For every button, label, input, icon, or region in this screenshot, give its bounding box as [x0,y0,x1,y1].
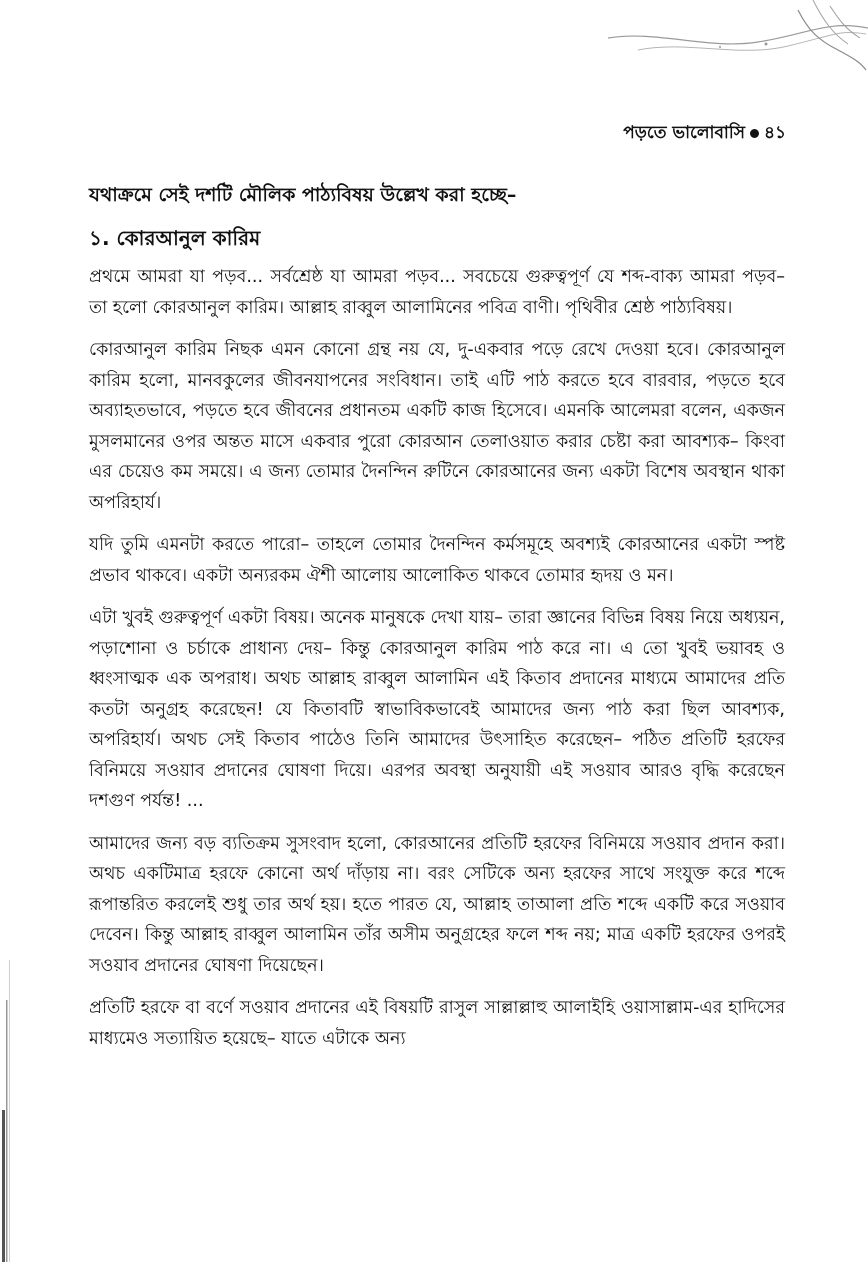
section-heading: ১. কোরআনুল কারিম [89,226,261,250]
bullet-icon [750,129,759,138]
paragraph: কোরআনুল কারিম নিছক এমন কোনো গ্রন্থ নয় যে, দু-একবার পড়ে রেখে দেওয়া হবে। কোরআনুল কারিম হলো, মানবকুলের জীবনযাপনের সংবিধান। তাই এটি পাঠ করতে হবে বারবার, পড়তে হবে অব্যাহতভাবে, পড়তে হবে জীবনের প্রধানতম একটি কাজ হিসেবে। এমনকি আলেমরা বলেন, একজন মুসলমানের ওপর অন্তত মাসে একবার পুরো কোরআন তেলাওয়াত করার চেষ্টা করা আবশ্যক– কিংবা এর চেয়েও কম সময়ে। এ জন্য তোমার দৈনন্দিন রুটিনে কোরআনের জন্য একটা বিশেষ অবস্থান থাকা অপরিহার্য। [89,340,785,513]
page-edge-shadow-icon [0,960,16,1262]
paragraph: যদি তুমি এমনটা করতে পারো– তাহলে তোমার দৈনন্দিন কর্মসমূহে অবশ্যই কোরআনের একটা স্পষ্ট প্রভাব থাকবে। একটা অন্যরকম ঐশী আলোয় আলোকিত থাকবে তোমার হৃদয় ও মন। [89,535,785,586]
paragraph: প্রথমে আমরা যা পড়ব... সর্বশ্রেষ্ঠ যা আমরা পড়ব... সবচেয়ে গুরুত্বপূর্ণ যে শব্দ-বাক্য আমরা পড়ব– তা হলো কোরআনুল কারিম। আল্লাহ রাব্বুল আলামিনের পবিত্র বাণী। পৃথিবীর শ্রেষ্ঠ পাঠ্যবিষয়। [89,267,785,318]
page-content [89,180,785,1066]
corner-ornament-icon [598,0,868,80]
intro-line: যথাক্রমে সেই দশটি মৌলিক পাঠ্যবিষয় উল্লেখ করা হচ্ছে– [89,184,517,206]
running-header [623,120,786,148]
book-title: পড়তে ভালোবাসি [623,123,745,143]
paragraph: এটা খুবই গুরুত্বপূর্ণ একটা বিষয়। অনেক মানুষকে দেখা যায়– তারা জ্ঞানের বিভিন্ন বিষয় নিয়ে অধ্যয়ন, পড়াশোনা ও চর্চাকে প্রাধান্য দেয়– কিন্তু কোরআনুল কারিম পাঠ করে না। এ তো খুবই ভয়াবহ ও ধ্বংসাত্মক এক অপরাধ। অথচ আল্লাহ রাব্বুল আলামিন এই কিতাব প্রদানের মাধ্যমে আমাদের প্রতি কতটা অনুগ্রহ করেছেন! যে কিতাবটি স্বাভাবিকভাবেই আমাদের জন্য পাঠ করা ছিল আবশ্যক, অপরিহার্য। অথচ সেই কিতাব পাঠেও তিনি আমাদের উৎসাহিত করেছেন– পঠিত প্রতিটি হরফের বিনিময়ে সওয়াব প্রদানের ঘোষণা দিয়ে। এরপর অবস্থা অনুযায়ী এই সওয়াব আরও বৃদ্ধি করেছেন দশগুণ পর্যন্ত! ... [89,608,785,811]
paragraph: আমাদের জন্য বড় ব্যতিক্রম সুসংবাদ হলো, কোরআনের প্রতিটি হরফের বিনিময়ে সওয়াব প্রদান করা। অথচ একটিমাত্র হরফে কোনো অর্থ দাঁড়ায় না। বরং সেটিকে অন্য হরফের সাথে সংযুক্ত করে শব্দে রূপান্তরিত করলেই শুধু তার অর্থ হয়। হতে পারত যে, আল্লাহ তাআলা প্রতি শব্দে একটি করে সওয়াব দেবেন। কিন্তু আল্লাহ রাব্বুল আলামিন তাঁর অসীম অনুগ্রহের ফলে শব্দ নয়; মাত্র একটি হরফের ওপরই সওয়াব প্রদানের ঘোষণা দিয়েছেন। [89,833,785,976]
page-number: ৪১ [763,123,786,143]
paragraph: প্রতিটি হরফে বা বর্ণে সওয়াব প্রদানের এই বিষয়টি রাসুল সাল্লাল্লাহু আলাইহি ওয়াসাল্লাম-এর হাদিসের মাধ্যমেও সত্যায়িত হয়েছে– যাতে এটাকে অন্য [89,998,785,1049]
